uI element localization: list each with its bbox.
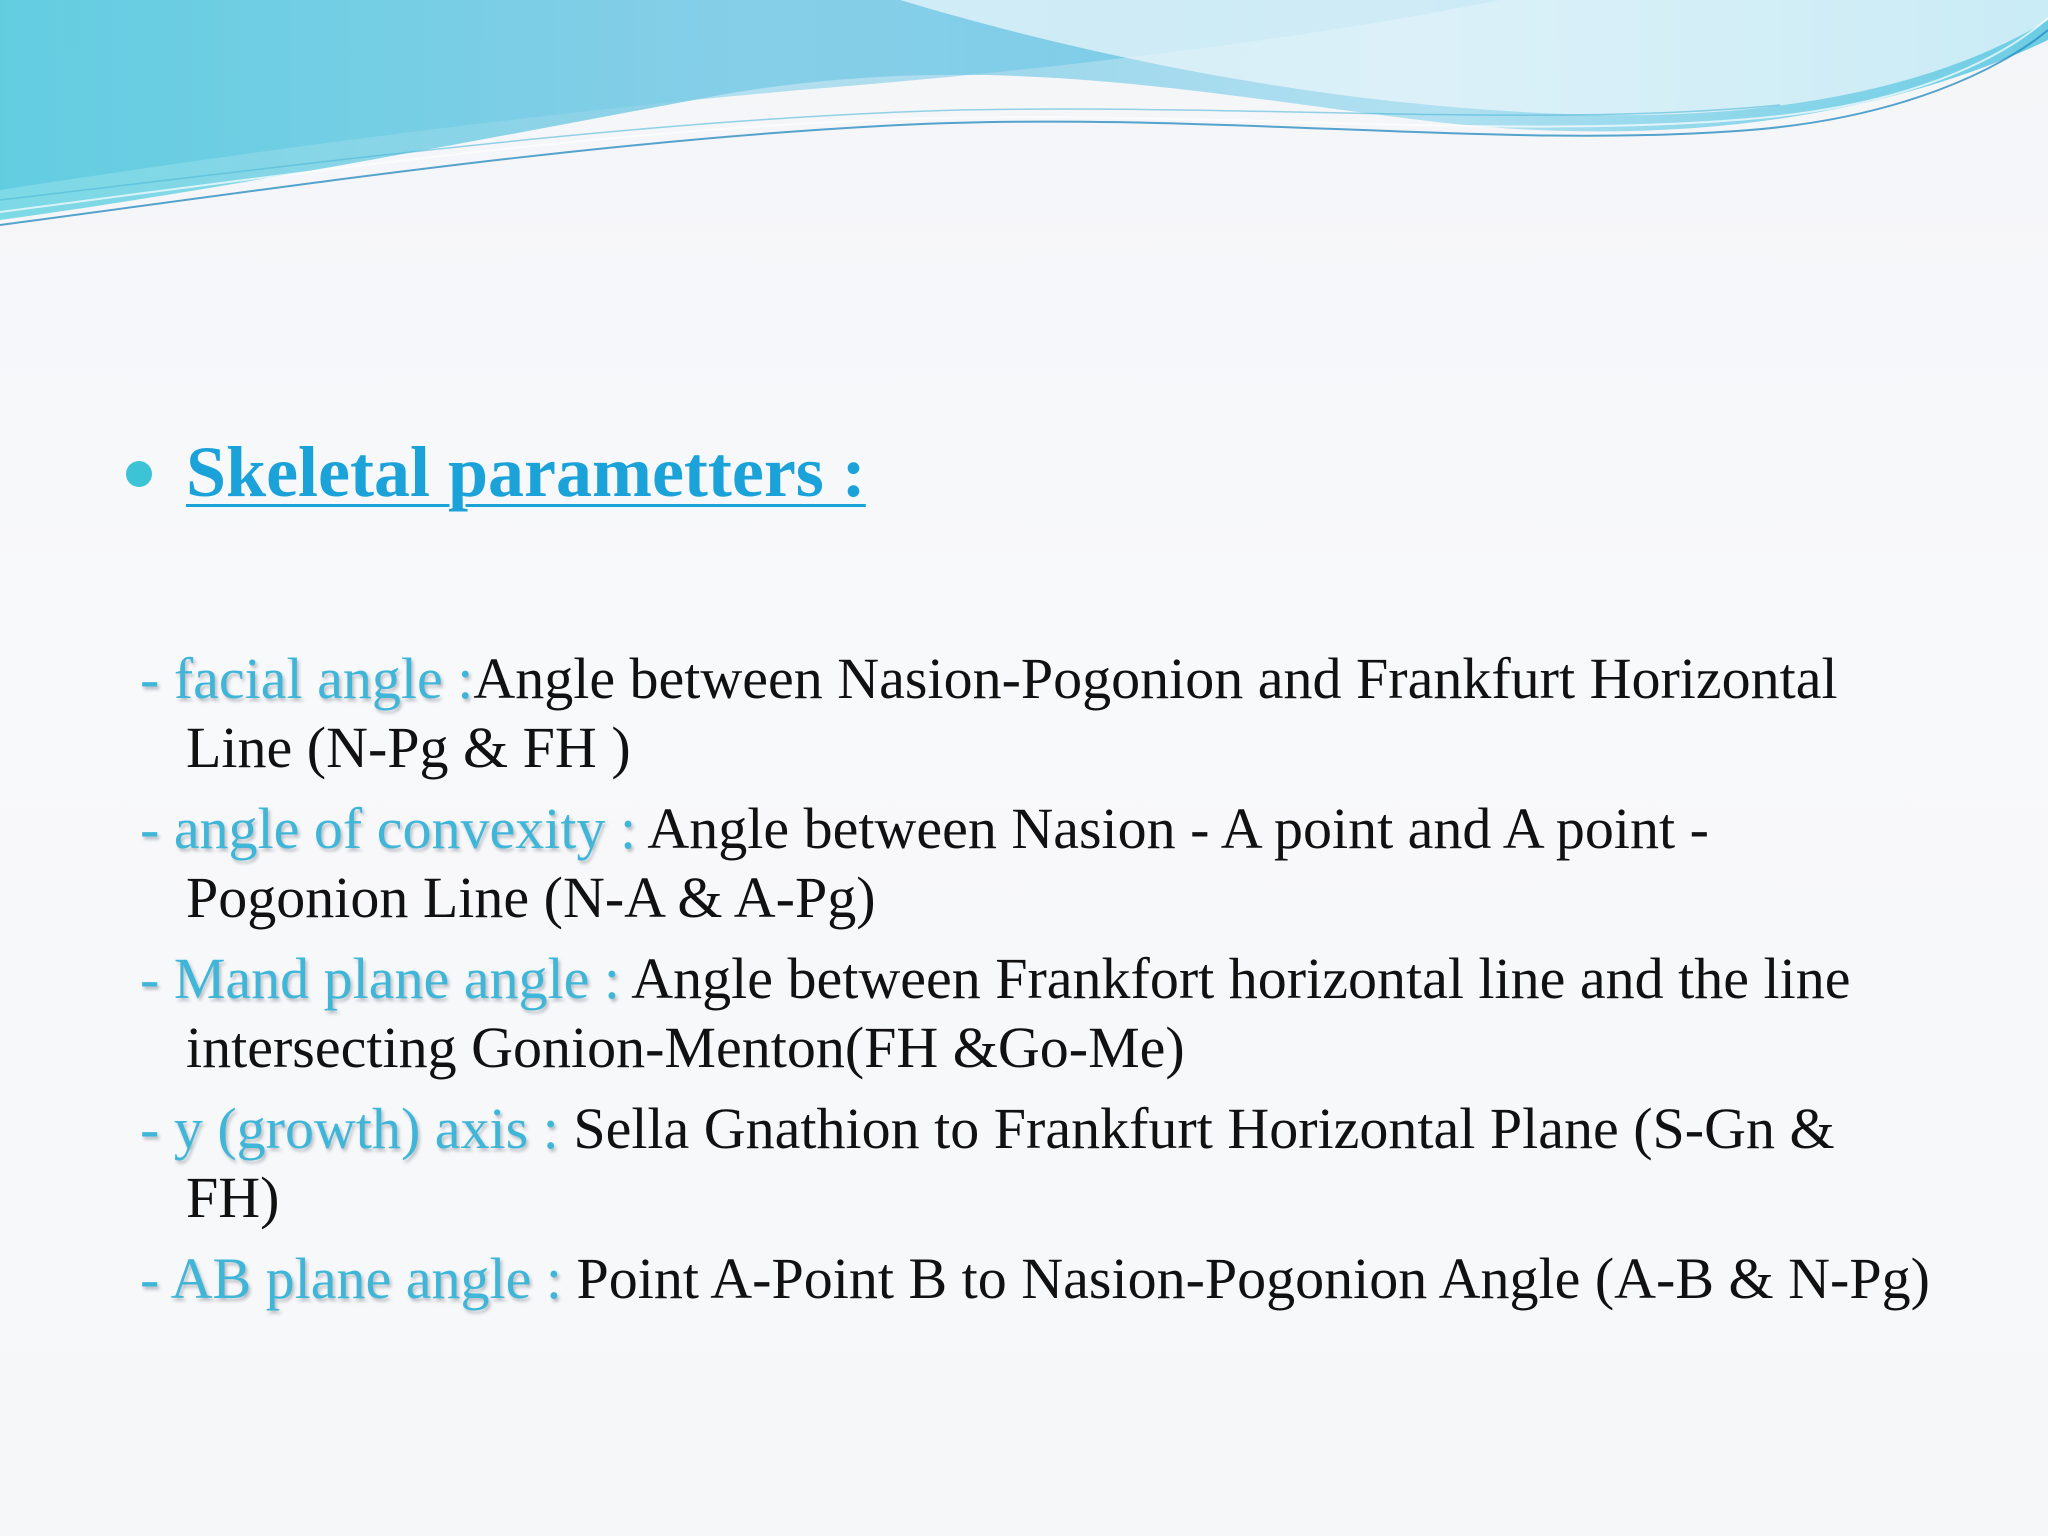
item-description: Point A-Point B to Nasion-Pogonion Angle (A-B & N-Pg): [562, 1246, 1930, 1311]
item-term: - angle of convexity :: [140, 796, 637, 861]
header-wave-decoration: [0, 0, 2048, 240]
list-item: [140, 1094, 1940, 1232]
item-term: - AB plane angle :: [140, 1246, 563, 1311]
list-item: [140, 944, 1940, 1082]
list-item: [140, 644, 1940, 782]
parameter-list: [140, 644, 1940, 1325]
list-item: [140, 1244, 1940, 1313]
item-description: Angle between Frankfort horizontal line and the line intersecting Gonion-Menton(FH &Go-Me): [186, 946, 1851, 1080]
item-term: - facial angle :: [140, 646, 474, 711]
item-term: - y (growth) axis :: [140, 1096, 559, 1161]
slide-heading: Skeletal parametters :: [186, 432, 866, 512]
list-item: [140, 794, 1940, 932]
heading-row: [126, 432, 866, 512]
item-term: - Mand plane angle :: [140, 946, 620, 1011]
bullet-dot-icon: [126, 461, 152, 487]
item-description: Angle between Nasion-Pogonion and Frankfurt Horizontal Line (N-Pg & FH ): [186, 646, 1838, 780]
item-description: Sella Gnathion to Frankfurt Horizontal Plane (S-Gn & FH): [186, 1096, 1835, 1230]
item-description: Angle between Nasion - A point and A point - Pogonion Line (N-A & A-Pg): [186, 796, 1709, 930]
